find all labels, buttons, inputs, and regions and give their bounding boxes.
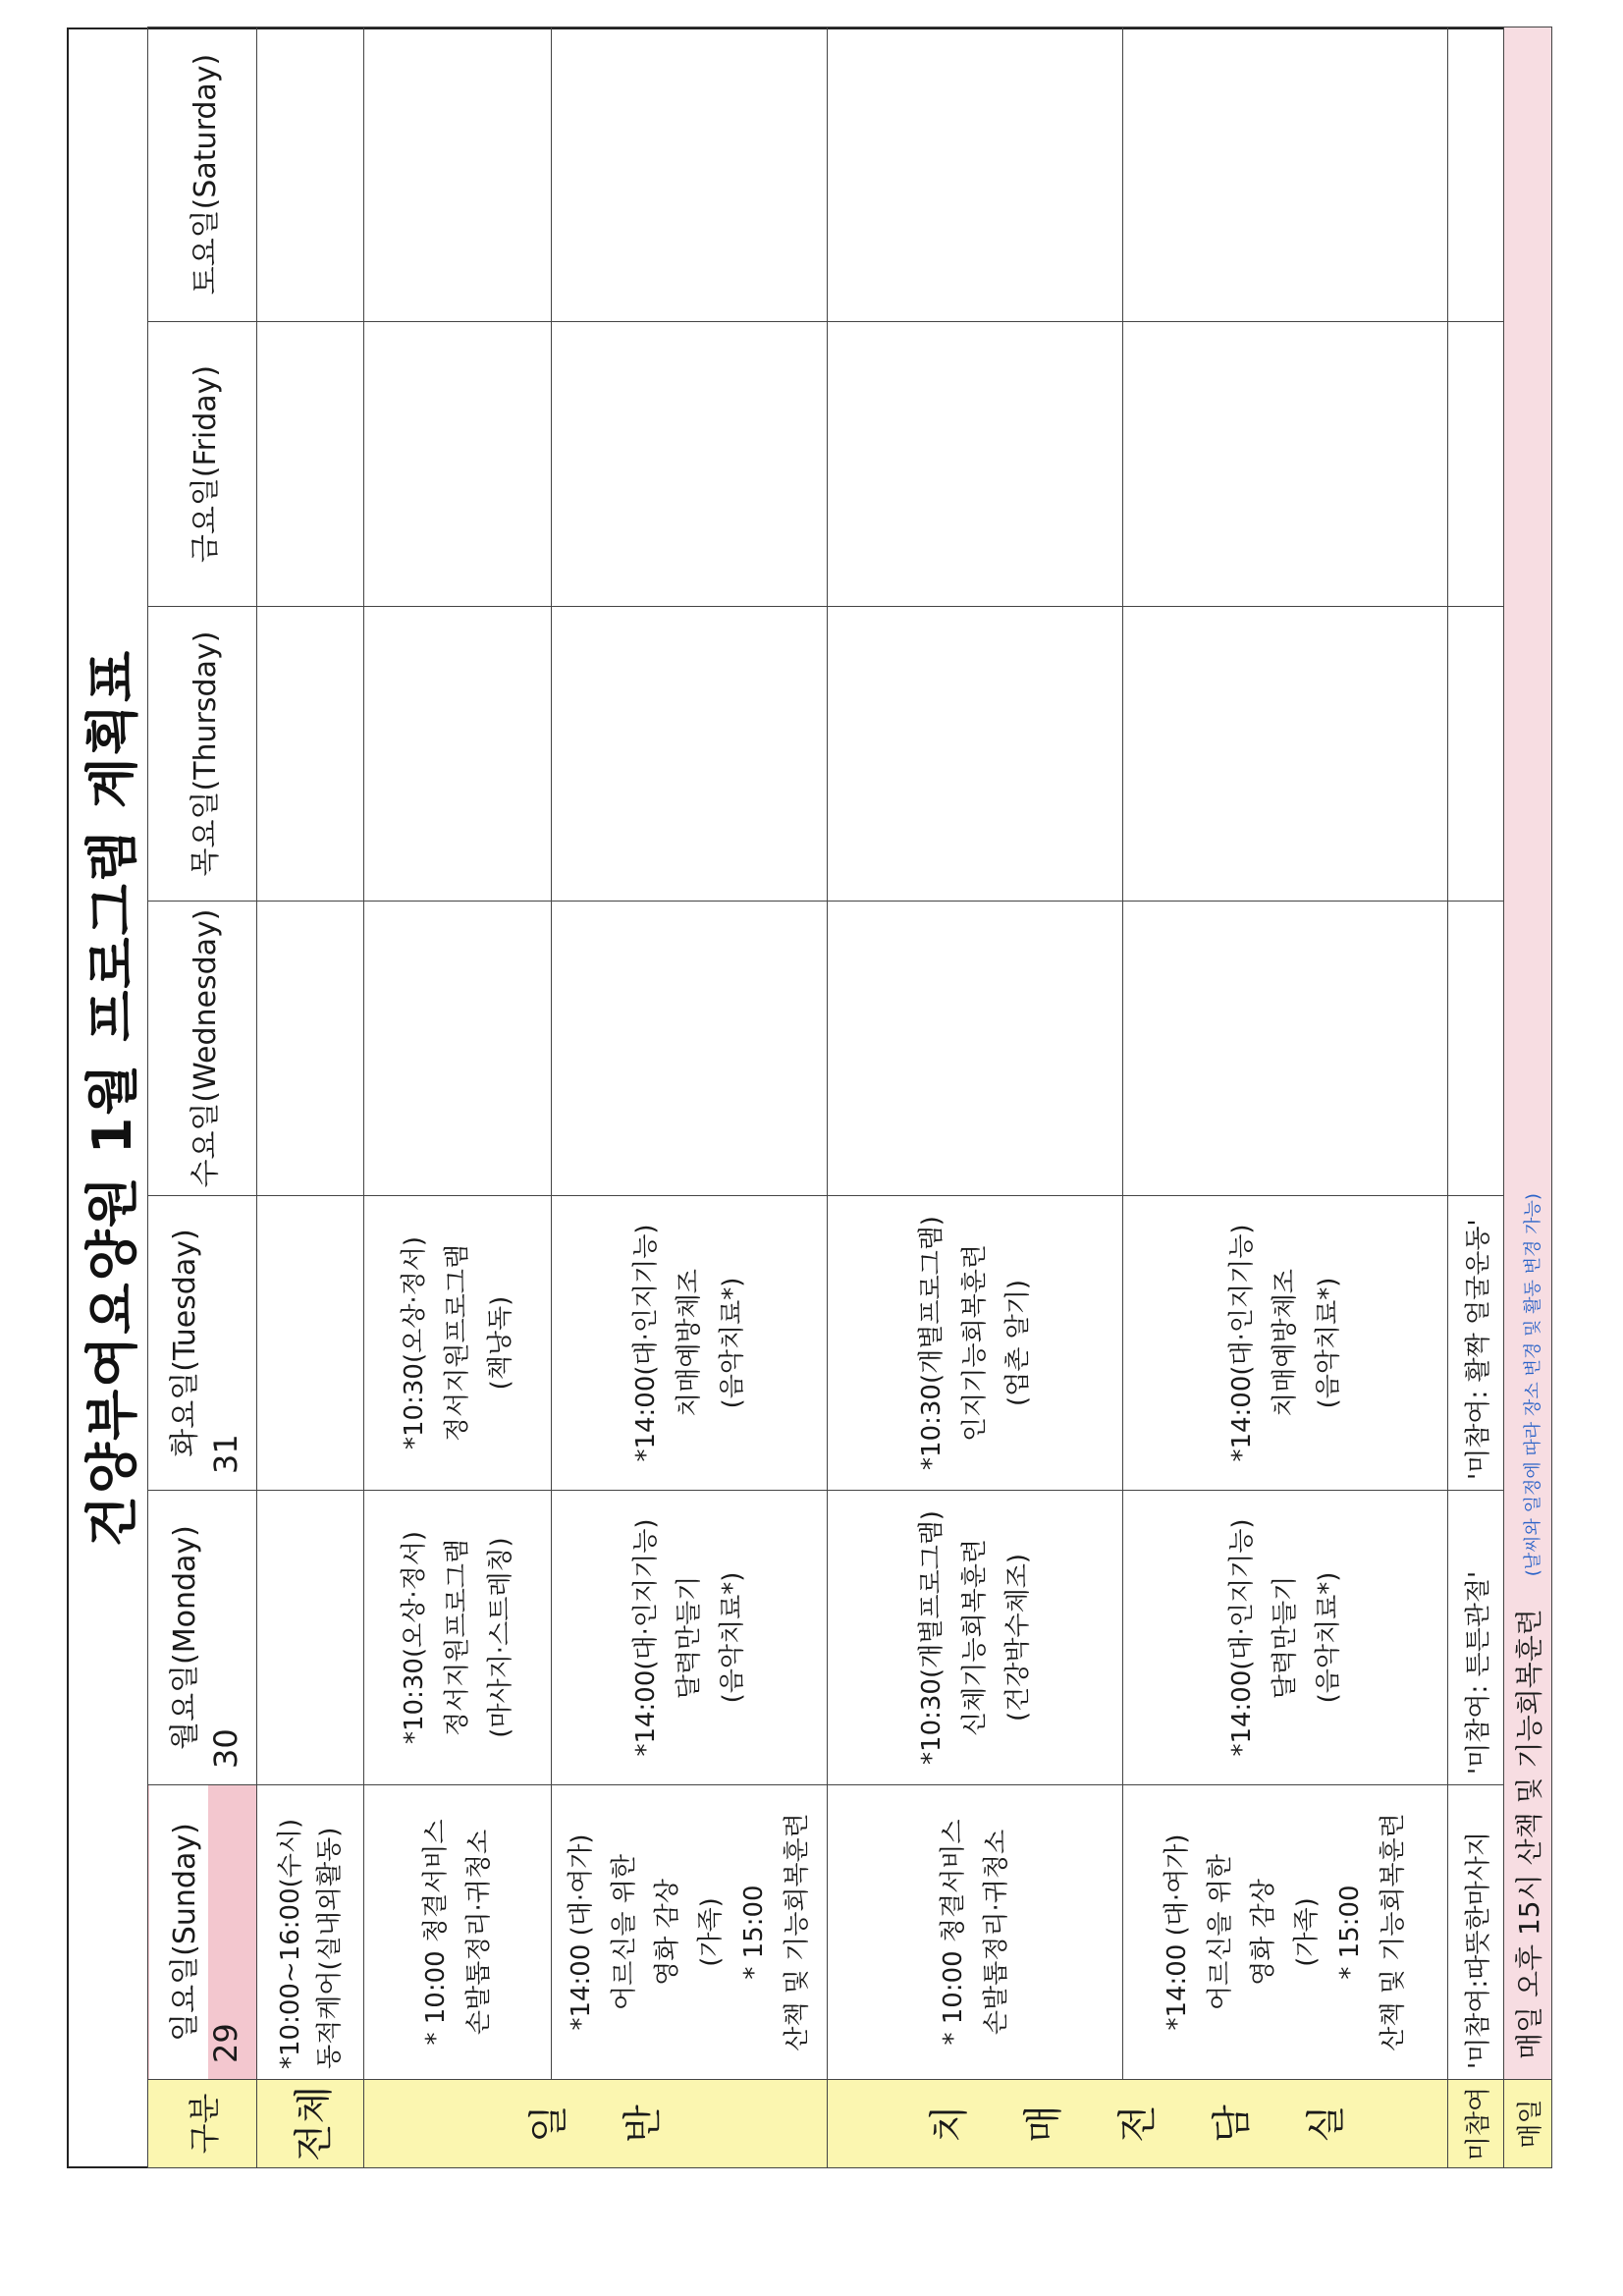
cell-line: 어르신을 위한 [610,1854,639,2010]
cell-dementia-pm-sunday [1123,1785,1448,2080]
cell-line: *14:00(대·인지기능) [631,1518,661,1757]
cell-empty [1123,322,1448,607]
category-char: 치 [926,2105,972,2143]
cell-line: *10:00~16:00(수시) [276,1818,305,2069]
cell-line: *14:00 (대·여가) [567,1833,596,2031]
cell-line: *10:30(오상·정서) [400,1531,429,1744]
cell-empty [828,902,1123,1196]
cell-empty [364,322,552,607]
cell-empty [1123,902,1448,1196]
category-general [364,2080,828,2168]
day-header-wednesday [148,902,257,1196]
cell-empty [257,27,364,322]
cell-line: 인지기능회복훈련 [960,1244,990,1442]
cell-all-sunday [257,1785,364,2080]
page-title: 건양부여요양원 1월 프로그램 계획표 [81,648,143,1548]
cell-line: 산책 및 기능회복훈련 [1379,1813,1408,2051]
category-char: 담 [1209,2105,1255,2143]
row-daily [1504,27,1552,2168]
cell-empty [552,27,828,322]
cell-line: 치매예방체조 [675,1269,704,1417]
cell-general-am-sunday [364,1785,552,2080]
cell-nonparticipant-sunday: '미참여:따뜻한마사지 [1448,1785,1504,2080]
cell-empty [257,1196,364,1491]
cell-line: 달력만들기 [1271,1575,1300,1700]
day-label: 화요일(Tuesday) [168,1229,202,1457]
cell-line: * 15:00 [1335,1885,1365,1980]
category-char: 일 [525,2105,571,2143]
cell-line: *14:00 (대·여가) [1163,1833,1192,2031]
cell-dementia-am-sunday [828,1785,1123,2080]
cell-empty [1448,902,1504,1196]
day-label: 목요일(Thursday) [189,630,223,877]
cell-empty [364,607,552,902]
day-label: 토요일(Saturday) [189,53,223,296]
daily-text: 매일 오후 15시 산책 및 기능회복훈련 [1513,1609,1545,2059]
day-header-monday [148,1491,257,1785]
cell-empty [1448,607,1504,902]
cell-dementia-am-monday [828,1491,1123,1785]
cell-nonparticipant-monday: '미참여: 튼튼관절' [1448,1491,1504,1785]
category-all: 전체 [257,2080,364,2168]
day-label: 수요일(Wednesday) [189,908,223,1188]
cell-line: 손발톱정리·귀청소 [982,1829,1011,2036]
category-daily: 매일 [1504,2080,1552,2168]
program-schedule-table [147,27,1552,2168]
day-date: 30 [207,1728,244,1769]
cell-line: *10:30(오상·정서) [400,1236,429,1449]
cell-line: 산책 및 기능회복훈련 [783,1813,812,2051]
cell-empty [828,322,1123,607]
cell-line: 달력만들기 [675,1575,704,1700]
day-header-thursday [148,607,257,902]
cell-empty [364,902,552,1196]
cell-daily [1504,27,1552,2080]
cell-empty [257,902,364,1196]
row-nonparticipant [1448,27,1504,2168]
cell-empty [1448,27,1504,322]
cell-general-pm-sunday [552,1785,828,2080]
cell-line: (음악치료*) [718,1277,747,1409]
cell-line: (업촌 알기) [1003,1279,1033,1407]
cell-empty [257,322,364,607]
day-label: 월요일(Monday) [168,1525,202,1750]
day-header-tuesday [148,1196,257,1491]
cell-general-pm-tuesday [552,1196,828,1491]
cell-line: 신체기능회복훈련 [960,1539,990,1736]
day-label: 금요일(Friday) [189,364,223,564]
cell-empty [1448,322,1504,607]
cell-line: 동적케어(실내외활동) [315,1827,345,2069]
cell-empty [828,27,1123,322]
cell-line: (음악치료*) [1314,1277,1343,1409]
cell-line: (가족) [696,1897,726,1967]
day-label: 일요일(Sunday) [168,1823,202,2042]
day-date: 29 [207,2023,244,2063]
header-row [148,27,257,2168]
cell-line: * 10:00 청결서비스 [421,1819,451,2046]
day-header-sunday [148,1785,257,2080]
daily-note: (날씨와 일정에 따라 장소 변경 및 활동 변경 가능) [1523,1193,1543,1577]
cell-empty [552,322,828,607]
cell-line: (책낭독) [486,1295,515,1391]
row-general-pm [552,27,828,2168]
cell-empty [1123,27,1448,322]
cell-line: * 15:00 [739,1885,769,1980]
cell-empty [257,607,364,902]
cell-line: (음악치료*) [718,1571,747,1704]
row-all [257,27,364,2168]
cell-line: 손발톱정리·귀청소 [464,1829,494,2036]
cell-line: 치매예방체조 [1271,1269,1300,1417]
day-date: 31 [207,1434,244,1474]
cell-general-am-tuesday [364,1196,552,1491]
row-general-am [364,27,552,2168]
category-char: 실 [1303,2105,1349,2143]
category-nonparticipant: 미참여 [1448,2080,1504,2168]
cell-line: (음악치료*) [1314,1571,1343,1704]
cell-line: * 10:00 청결서비스 [939,1819,968,2046]
cell-empty [1123,607,1448,902]
cell-line: *10:30(개별프로그램) [917,1216,947,1470]
cell-dementia-am-tuesday [828,1196,1123,1491]
row-dementia-pm [1123,27,1448,2168]
cell-general-am-monday [364,1491,552,1785]
cell-line: 정서지원프로그램 [443,1244,472,1442]
cell-general-pm-monday [552,1491,828,1785]
category-char: 매 [1020,2105,1066,2143]
cell-line: 영화 감상 [653,1879,682,1986]
cell-line: (가족) [1292,1897,1322,1967]
cell-dementia-pm-tuesday [1123,1196,1448,1491]
day-header-friday [148,322,257,607]
cell-line: *14:00(대·인지기능) [1227,1224,1257,1462]
cell-line: 정서지원프로그램 [443,1539,472,1736]
category-dementia [828,2080,1448,2168]
cell-line: 영화 감상 [1249,1879,1278,1986]
cell-empty [828,607,1123,902]
cell-empty [552,607,828,902]
cell-empty [552,902,828,1196]
category-char: 전 [1114,2105,1161,2143]
cell-line: *14:00(대·인지기능) [631,1224,661,1462]
cell-empty [257,1491,364,1785]
category-header: 구분 [148,2080,257,2168]
cell-line: *14:00(대·인지기능) [1227,1518,1257,1757]
cell-nonparticipant-tuesday: '미참여: 활짝 얼굴운동' [1448,1196,1504,1491]
row-dementia-am [828,27,1123,2168]
cell-line: (건강박수체조) [1003,1554,1033,1722]
cell-empty [364,27,552,322]
category-char: 반 [620,2105,666,2143]
cell-line: *10:30(개별프로그램) [917,1510,947,1765]
cell-dementia-pm-monday [1123,1491,1448,1785]
day-header-saturday [148,27,257,322]
cell-line: 어르신을 위한 [1206,1854,1235,2010]
cell-line: (마사지·스트레칭) [486,1537,515,1738]
